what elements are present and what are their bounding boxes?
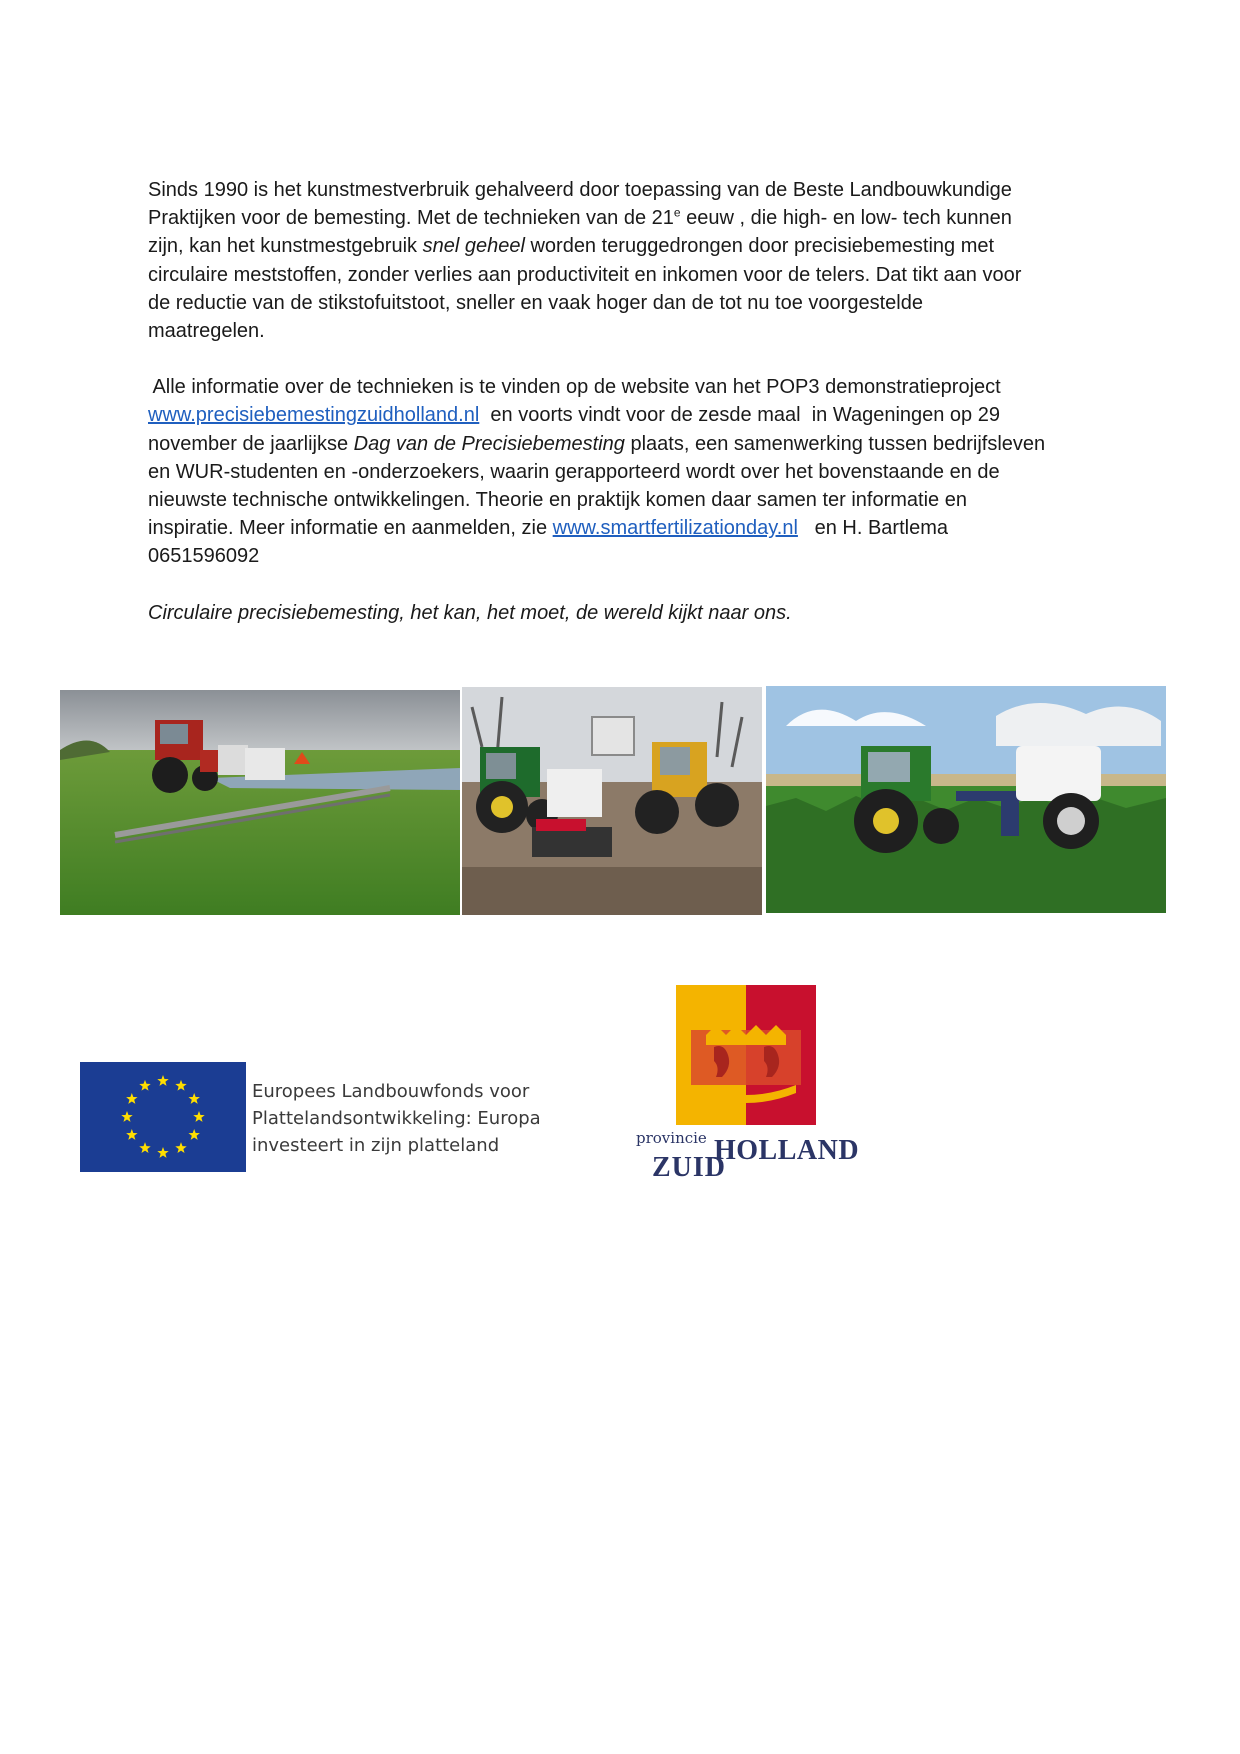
text-line: Praktijken voor de bemesting. Met de technieken van de 21 xyxy=(148,207,674,230)
eu-star-icon xyxy=(126,1093,137,1104)
text-line: de reductie van de stikstofuitstoot, sneller en vaak hoger dan de tot nu toe voorgestelde xyxy=(148,291,923,314)
provincie-label: provincie xyxy=(636,1129,707,1147)
eu-star-icon xyxy=(175,1142,186,1153)
eu-star-icon xyxy=(188,1129,199,1140)
eu-star-icon xyxy=(157,1147,168,1158)
text-line: Sinds 1990 is het kunstmestverbruik gehalveerd door toepassing van de Beste Landbouwkundige xyxy=(148,179,1012,201)
phone-number: 0651596092 xyxy=(148,545,260,568)
paragraph-2 xyxy=(148,373,1108,570)
eu-text-line: Europees Landbouwfonds voor xyxy=(252,1081,530,1102)
text-line: en voorts vindt voor de zesde maal in Wageningen op 29 xyxy=(479,404,1000,427)
closing-statement: Circulaire precisiebemesting, het kan, het moet, de wereld kijkt naar ons. xyxy=(148,601,792,624)
smartfertilizationday-link[interactable]: www.smartfertilizationday.nl xyxy=(552,517,798,540)
text-line: en H. Bartlema xyxy=(797,517,948,540)
body-text xyxy=(148,176,1108,627)
text-line: Alle informatie over de technieken is te vinden op de website van het POP3 demonstratieproject xyxy=(148,376,1001,399)
precisiebemesting-link[interactable]: www.precisiebemestingzuidholland.nl xyxy=(148,404,480,427)
coat-of-arms-icon xyxy=(676,985,816,1125)
eu-star-icon xyxy=(139,1080,150,1091)
eu-star-icon xyxy=(175,1080,186,1091)
text-line: eeuw , die high- en low- tech kunnen xyxy=(680,207,1012,230)
eu-logo xyxy=(80,1062,560,1174)
eu-flag-icon xyxy=(80,1062,246,1172)
zuid-label: ZUID xyxy=(652,1152,727,1183)
text-line: maatregelen. xyxy=(148,320,265,343)
text-line: zijn, kan het kunstmestgebruik xyxy=(148,235,423,258)
eu-star-icon xyxy=(157,1075,168,1086)
eu-star-icon xyxy=(139,1142,150,1153)
emphasis: Dag van de Precisiebemesting xyxy=(353,432,625,455)
eu-star-icon xyxy=(188,1093,199,1104)
paragraph-1 xyxy=(148,176,1108,345)
tractor-green-loader-photo xyxy=(462,687,762,915)
text-line: inspiratie. Meer informatie en aanmelden, zie xyxy=(148,517,553,540)
text-line: circulaire meststoffen, zonder verlies aan productiviteit en inkomen voor de telers. Dat tikt aan voor xyxy=(148,263,1022,286)
text-line: en WUR-studenten en -onderzoekers, waarin gerapporteerd wordt over het bovenstaande en de xyxy=(148,460,1000,483)
text-line: plaats, een samenwerking tussen bedrijfsleven xyxy=(624,432,1046,455)
holland-label: HOLLAND xyxy=(714,1135,860,1166)
text-line: november de jaarlijkse xyxy=(148,432,354,455)
text-line: worden teruggedrongen door precisiebemesting met xyxy=(524,235,995,258)
zuid-holland-logo xyxy=(636,985,860,1185)
eu-text-line: Plattelandsontwikkeling: Europa xyxy=(252,1108,541,1129)
eu-star-icon xyxy=(193,1111,204,1122)
eu-logo-text xyxy=(252,1078,562,1159)
tractor-green-sprayer-photo xyxy=(766,686,1166,913)
text-line: nieuwste technische ontwikkelingen. Theorie en praktijk komen daar samen ter informatie en xyxy=(148,489,967,512)
eu-text-line: investeert in zijn platteland xyxy=(252,1135,500,1156)
eu-star-icon xyxy=(121,1111,132,1122)
eu-star-icon xyxy=(126,1129,137,1140)
tractor-red-field-photo xyxy=(60,690,460,915)
emphasis: snel geheel xyxy=(422,235,525,258)
superscript: e xyxy=(673,205,681,220)
